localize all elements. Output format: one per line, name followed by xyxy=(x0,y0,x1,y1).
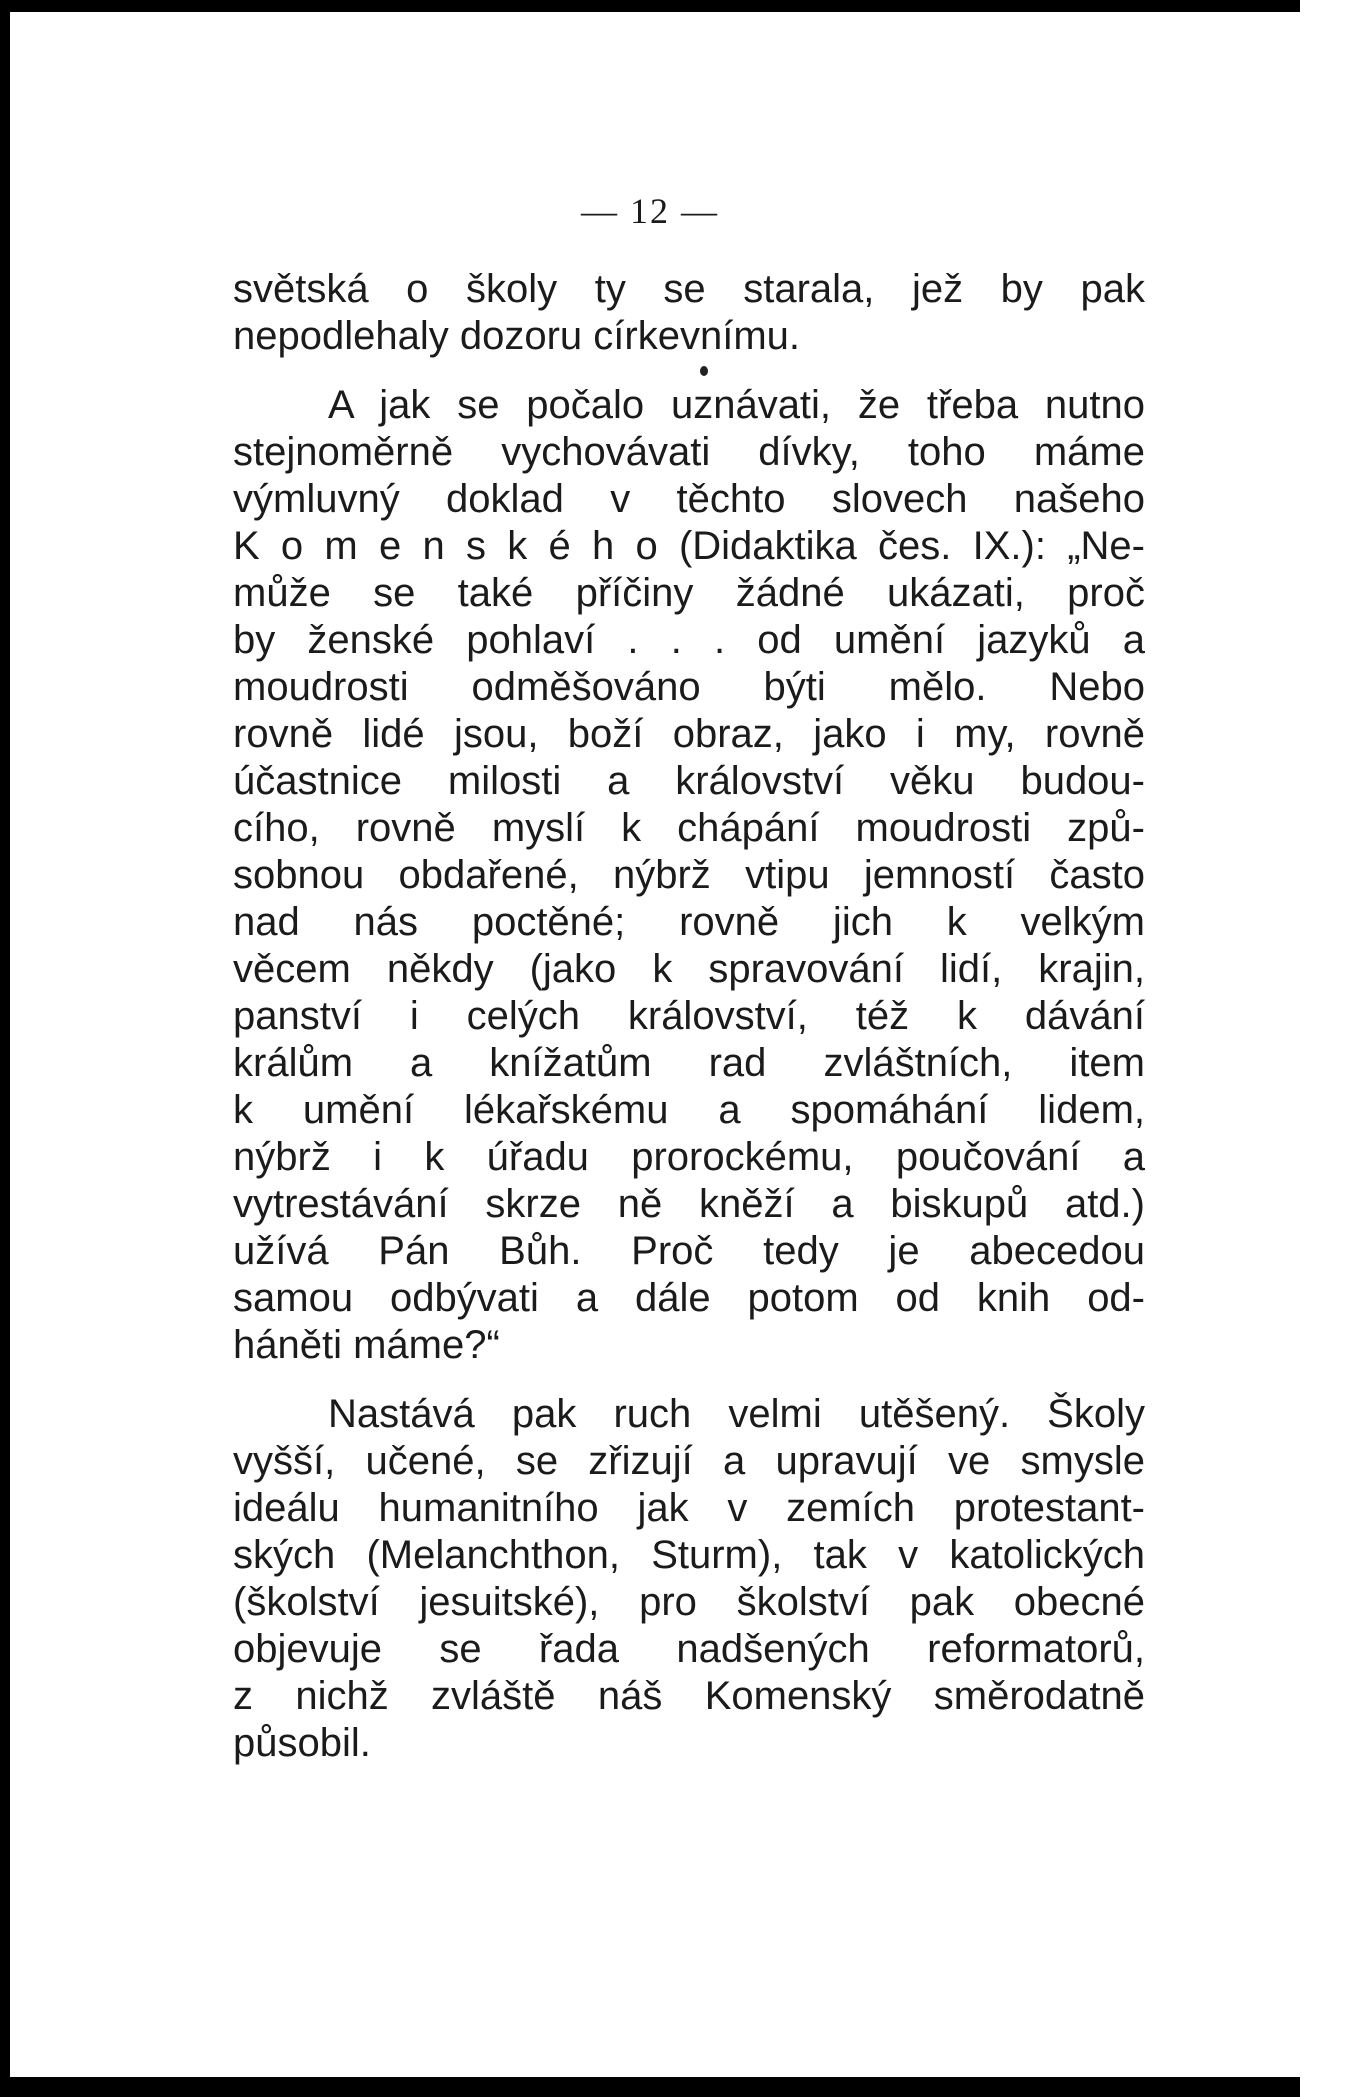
text-line: objevuje se řada nadšených reformatorů, xyxy=(233,1627,1145,1671)
text-line: k umění lékařskému a spomáhání lidem, xyxy=(233,1088,1145,1132)
text-line: účastnice milosti a království věku budou- xyxy=(233,759,1145,803)
text-line: samou odbývati a dále potom od knih od- xyxy=(233,1276,1145,1320)
page-number: — 12 — xyxy=(581,191,719,231)
text-line: rovně lidé jsou, boží obraz, jako i my, rovně xyxy=(233,712,1145,756)
text-line: by ženské pohlaví . . . od umění jazyků a xyxy=(233,618,1145,662)
adjacent-page-edge xyxy=(1300,0,1348,2097)
text-line: výmluvný doklad v těchto slovech našeho xyxy=(233,477,1145,521)
text-line: může se také příčiny žádné ukázati, proč xyxy=(233,571,1145,615)
text-line: působil. xyxy=(233,1721,371,1765)
text-line: užívá Pán Bůh. Proč tedy je abecedou xyxy=(233,1229,1145,1273)
text-line: Nastává pak ruch velmi utěšený. Školy xyxy=(328,1392,1145,1436)
text-line: háněti máme?“ xyxy=(233,1323,500,1367)
text-line: panství i celých království, též k dávání xyxy=(233,994,1145,1038)
text-line: sobnou obdařené, nýbrž vtipu jemností často xyxy=(233,853,1145,897)
text-line: světská o školy ty se starala, jež by pak xyxy=(233,267,1145,311)
text-line: vyšší, učené, se zřizují a upravují ve smysle xyxy=(233,1439,1145,1483)
text-line: nad nás poctěné; rovně jich k velkým xyxy=(233,900,1145,944)
text-line: cího, rovně myslí k chápání moudrosti způ- xyxy=(233,806,1145,850)
body-text xyxy=(233,266,1145,1767)
text-line: ideálu humanitního jak v zemích protestant- xyxy=(233,1486,1145,1530)
text-line: K o m e n s k é h o (Didaktika čes. IX.): „Ne- xyxy=(233,524,1145,568)
text-line: z nichž zvláště náš Komenský směrodatně xyxy=(233,1674,1145,1718)
text-line: A jak se počalo uznávati, že třeba nutno xyxy=(328,383,1145,427)
text-line: moudrosti odměšováno býti mělo. Nebo xyxy=(233,665,1145,709)
text-line: nýbrž i k úřadu prorockému, poučování a xyxy=(233,1135,1145,1179)
text-line: věcem někdy (jako k spravování lidí, krajin, xyxy=(233,947,1145,991)
text-line: nepodlehaly dozoru církevnímu. xyxy=(233,314,800,358)
text-line: vytrestávání skrze ně kněží a biskupů atd.) xyxy=(233,1182,1145,1226)
text-line: králům a knížatům rad zvláštních, item xyxy=(233,1041,1145,1085)
text-line: stejnoměrně vychovávati dívky, toho máme xyxy=(233,430,1145,474)
text-line: ských (Melanchthon, Sturm), tak v katolických xyxy=(233,1533,1145,1577)
text-line: (školství jesuitské), pro školství pak obecné xyxy=(233,1580,1145,1624)
